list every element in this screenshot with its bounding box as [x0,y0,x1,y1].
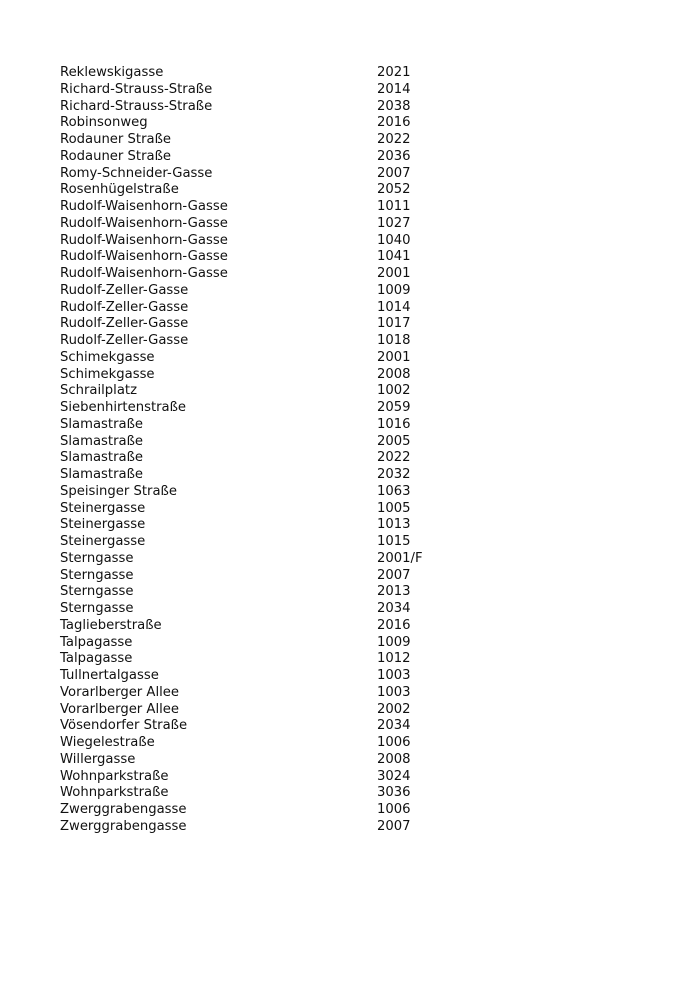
list-item [60,551,480,568]
house-number: 2005 [377,433,411,449]
house-number: 1015 [377,534,411,549]
street-name: Richard-Strauss-Straße [60,98,213,114]
street-name: Steinergasse [60,500,146,516]
list-item [60,618,480,635]
house-number: 2038 [377,98,411,114]
house-number: 1006 [377,735,411,750]
street-name: Sterngasse [60,567,134,583]
list-item [60,65,480,82]
street-name: Rudolf-Waisenhorn-Gasse [60,215,228,231]
house-number: 1040 [377,232,411,248]
list-item [60,584,480,601]
house-number: 2021 [377,65,411,80]
house-number: 2002 [377,701,411,717]
street-name: Rudolf-Zeller-Gasse [60,316,189,332]
list-item [60,350,480,367]
house-number: 1002 [377,383,411,399]
house-number: 1009 [377,282,411,298]
house-number: 2034 [377,718,411,734]
list-item [60,149,480,166]
house-number: 2034 [377,601,411,616]
street-name: Sterngasse [60,584,134,600]
house-number: 2001/F [377,550,423,566]
list-item [60,316,480,333]
street-name: Speisinger Straße [60,483,177,499]
house-number: 2007 [377,818,411,834]
street-name: Rodauner Straße [60,132,171,147]
list-item [60,517,480,534]
street-name: Tullnertalgasse [60,668,159,683]
street-name: Schimekgasse [60,349,155,365]
list-item [60,166,480,183]
house-number: 2014 [377,81,411,97]
house-number: 2008 [377,366,411,382]
house-number: 2032 [377,467,411,482]
list-item [60,819,480,836]
house-number: 2022 [377,450,411,466]
street-name: Siebenhirtenstraße [60,400,187,415]
house-number: 2036 [377,148,411,164]
list-item [60,785,480,802]
list-item [60,199,480,216]
house-number: 1009 [377,634,411,650]
house-number: 1003 [377,684,411,700]
street-name: Wohnparkstraße [60,768,169,784]
list-item [60,82,480,99]
house-number: 1063 [377,483,411,499]
street-name: Zwerggrabengasse [60,802,187,817]
house-number: 1016 [377,416,411,432]
street-name: Wiegelestraße [60,735,155,750]
house-number: 2008 [377,751,411,767]
street-name: Sterngasse [60,601,134,616]
street-name: Slamastraße [60,433,144,449]
street-number-list [60,65,480,836]
street-name: Slamastraße [60,416,144,432]
list-item [60,668,480,685]
street-name: Rudolf-Zeller-Gasse [60,282,189,298]
house-number: 2059 [377,400,411,415]
street-name: Steinergasse [60,517,146,533]
house-number: 2001 [377,266,411,281]
house-number: 2016 [377,115,411,131]
street-name: Schimekgasse [60,366,155,382]
house-number: 1041 [377,249,411,265]
street-name: Slamastraße [60,467,144,482]
house-number: 1011 [377,199,411,214]
house-number: 3024 [377,768,411,784]
list-item [60,132,480,149]
house-number: 1027 [377,215,411,231]
street-name: Rudolf-Waisenhorn-Gasse [60,249,228,265]
house-number: 2052 [377,182,411,198]
street-name: Zwerggrabengasse [60,818,187,834]
street-name: Reklewskigasse [60,65,164,80]
house-number: 1014 [377,299,411,315]
list-item [60,501,480,518]
street-name: Wohnparkstraße [60,785,169,801]
list-item [60,718,480,735]
list-item [60,367,480,384]
list-item [60,769,480,786]
street-name: Robinsonweg [60,115,148,131]
list-item [60,702,480,719]
house-number: 1017 [377,316,411,332]
list-item [60,333,480,350]
street-name: Schrailplatz [60,383,138,399]
street-name: Willergasse [60,751,136,767]
street-name: Vösendorfer Straße [60,718,188,734]
list-item [60,601,480,618]
list-item [60,735,480,752]
list-item [60,534,480,551]
list-item [60,400,480,417]
house-number: 2013 [377,584,411,600]
street-name: Romy-Schneider-Gasse [60,165,213,181]
street-name: Slamastraße [60,450,144,466]
house-number: 2007 [377,567,411,583]
list-item [60,752,480,769]
street-name: Rudolf-Waisenhorn-Gasse [60,266,228,281]
list-item [60,635,480,652]
list-item [60,484,480,501]
house-number: 2001 [377,349,411,365]
list-item [60,383,480,400]
street-name: Rudolf-Zeller-Gasse [60,299,189,315]
list-item [60,249,480,266]
list-item [60,802,480,819]
street-name: Rudolf-Zeller-Gasse [60,333,189,348]
house-number: 1013 [377,517,411,533]
list-item [60,568,480,585]
list-item [60,300,480,317]
list-item [60,233,480,250]
street-name: Richard-Strauss-Straße [60,81,213,97]
house-number: 2016 [377,617,411,633]
house-number: 1003 [377,668,411,683]
list-item [60,115,480,132]
street-name: Vorarlberger Allee [60,684,180,700]
house-number: 2022 [377,132,411,147]
street-name: Taglieberstraße [60,617,162,633]
street-name: Rodauner Straße [60,148,171,164]
street-name: Talpagasse [60,651,133,667]
house-number: 1005 [377,500,411,516]
list-item [60,685,480,702]
list-item [60,182,480,199]
list-item [60,216,480,233]
house-number: 1012 [377,651,411,667]
street-name: Steinergasse [60,534,146,549]
street-name: Vorarlberger Allee [60,701,180,717]
house-number: 2007 [377,165,411,181]
street-name: Sterngasse [60,550,134,566]
house-number: 3036 [377,785,411,801]
list-item [60,417,480,434]
house-number: 1006 [377,802,411,817]
street-name: Rosenhügelstraße [60,182,179,198]
street-name: Rudolf-Waisenhorn-Gasse [60,199,228,214]
street-name: Rudolf-Waisenhorn-Gasse [60,232,228,248]
list-item [60,266,480,283]
house-number: 1018 [377,333,411,348]
list-item [60,283,480,300]
list-item [60,651,480,668]
list-item [60,450,480,467]
list-item [60,467,480,484]
list-item [60,99,480,116]
list-item [60,434,480,451]
street-name: Talpagasse [60,634,133,650]
